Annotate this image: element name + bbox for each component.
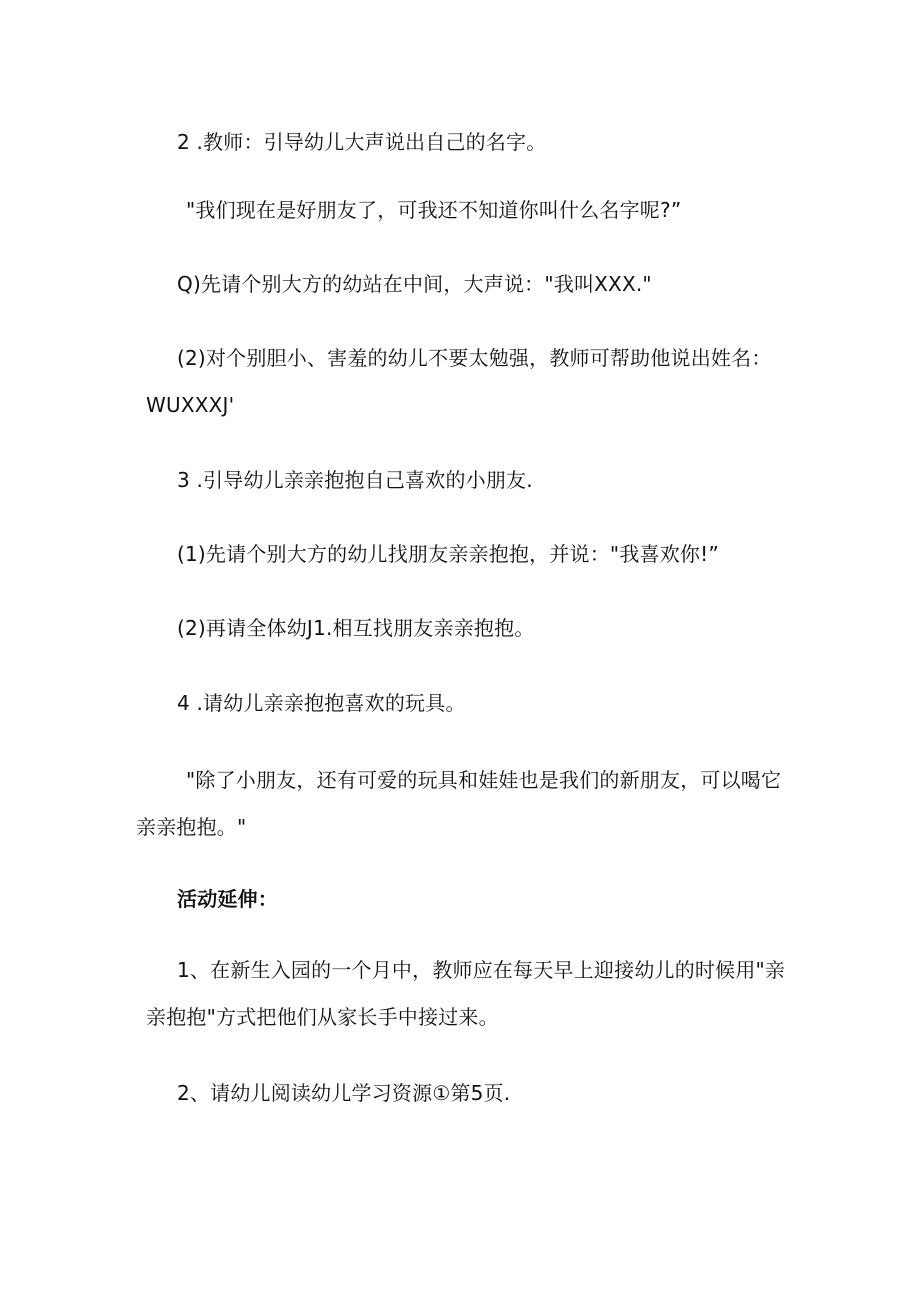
step-3-item-1: (1)先请个别大方的幼儿找朋友亲亲抱抱，并说："我喜欢你!” [177,542,719,566]
extension-item-1-line-2: 亲抱抱"方式把他们从家长手中接过来。 [146,1005,499,1029]
extension-item-2: 2、请幼儿阅读幼儿学习资源①第5页. [177,1081,511,1105]
step-2-item-2-continuation: WUXXXJ' [146,393,235,417]
toy-quote-line-1: "除了小朋友，还有可爱的玩具和娃娃也是我们的新朋友，可以喝它 [186,768,782,792]
step-4-heading: 4 .请幼儿亲亲抱抱喜欢的玩具。 [177,691,466,715]
activity-extension-heading: 活动延伸： [177,887,278,911]
step-3-heading: 3 .引导幼儿亲亲抱抱自己喜欢的小朋友. [177,468,533,492]
step-2-item-2: (2)对个别胆小、害羞的幼儿不要太勉强，教师可帮助他说出姓名： [177,346,772,370]
step-2-item-1: Q)先请个别大方的幼站在中间，大声说："我叫XXX." [177,272,652,296]
extension-item-1-line-1: 1、在新生入园的一个月中，教师应在每天早上迎接幼儿的时候用"亲 [177,958,786,982]
step-3-item-2: (2)再请全体幼J1.相互找朋友亲亲抱抱。 [177,616,535,640]
toy-quote-line-2: 亲亲抱抱。" [136,815,247,839]
teacher-quote-name: "我们现在是好朋友了，可我还不知道你叫什么名字呢?” [186,198,682,222]
step-2-heading: 2 .教师：引导幼儿大声说出自己的名字。 [177,130,547,154]
